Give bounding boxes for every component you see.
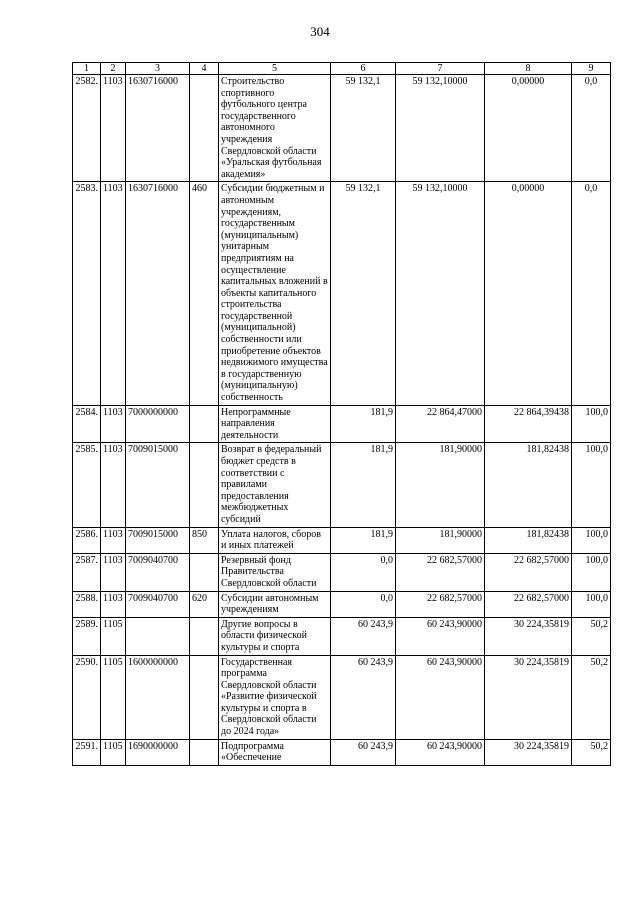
item-name: Другие вопросы в области физической культуры и спорта <box>219 617 331 655</box>
row-number: 2586. <box>73 527 101 553</box>
section-code: 1103 <box>101 182 126 405</box>
row-number: 2585. <box>73 443 101 527</box>
row-number: 2590. <box>73 655 101 739</box>
target-code: 7009040700 <box>126 591 190 617</box>
executed-amount: 181,82438 <box>485 443 572 527</box>
executed-amount: 0,00000 <box>485 75 572 182</box>
target-code: 1600000000 <box>126 655 190 739</box>
target-code: 7009015000 <box>126 443 190 527</box>
execution-percent: 0,0 <box>572 75 611 182</box>
execution-percent: 0,0 <box>572 182 611 405</box>
target-code: 7009040700 <box>126 553 190 591</box>
table-row <box>73 553 611 591</box>
approved-amount: 59 132,1 <box>331 182 396 405</box>
header-cell: 8 <box>485 63 572 75</box>
row-number: 2582. <box>73 75 101 182</box>
header-cell: 2 <box>101 63 126 75</box>
execution-percent: 50,2 <box>572 739 611 765</box>
planned-amount: 181,90000 <box>396 527 485 553</box>
approved-amount: 181,9 <box>331 443 396 527</box>
section-code: 1103 <box>101 553 126 591</box>
expense-type-code: 460 <box>190 182 219 405</box>
planned-amount: 59 132,10000 <box>396 182 485 405</box>
approved-amount: 0,0 <box>331 591 396 617</box>
executed-amount: 30 224,35819 <box>485 617 572 655</box>
row-number: 2584. <box>73 405 101 443</box>
header-cell: 6 <box>331 63 396 75</box>
expense-type-code <box>190 443 219 527</box>
table-row <box>73 527 611 553</box>
table-row <box>73 591 611 617</box>
target-code: 1690000000 <box>126 739 190 765</box>
header-row <box>73 63 611 75</box>
target-code: 1630716000 <box>126 75 190 182</box>
target-code <box>126 617 190 655</box>
expense-type-code: 620 <box>190 591 219 617</box>
approved-amount: 60 243,9 <box>331 739 396 765</box>
table-row <box>73 182 611 405</box>
header-cell: 1 <box>73 63 101 75</box>
planned-amount: 22 864,47000 <box>396 405 485 443</box>
target-code: 7009015000 <box>126 527 190 553</box>
executed-amount: 22 682,57000 <box>485 591 572 617</box>
table-row <box>73 655 611 739</box>
planned-amount: 22 682,57000 <box>396 553 485 591</box>
expense-type-code <box>190 405 219 443</box>
execution-percent: 50,2 <box>572 617 611 655</box>
row-number: 2588. <box>73 591 101 617</box>
section-code: 1103 <box>101 527 126 553</box>
table-row <box>73 443 611 527</box>
expense-type-code <box>190 739 219 765</box>
table-row <box>73 75 611 182</box>
execution-percent: 50,2 <box>572 655 611 739</box>
section-code: 1105 <box>101 617 126 655</box>
expense-type-code: 850 <box>190 527 219 553</box>
execution-percent: 100,0 <box>572 405 611 443</box>
item-name: Непрограммные направления деятельности <box>219 405 331 443</box>
planned-amount: 60 243,90000 <box>396 739 485 765</box>
row-number: 2591. <box>73 739 101 765</box>
item-name: Субсидии автономным учреждениям <box>219 591 331 617</box>
section-code: 1103 <box>101 405 126 443</box>
header-cell: 3 <box>126 63 190 75</box>
header-cell: 7 <box>396 63 485 75</box>
section-code: 1105 <box>101 655 126 739</box>
approved-amount: 60 243,9 <box>331 617 396 655</box>
approved-amount: 181,9 <box>331 527 396 553</box>
execution-percent: 100,0 <box>572 527 611 553</box>
row-number: 2587. <box>73 553 101 591</box>
approved-amount: 0,0 <box>331 553 396 591</box>
table-row <box>73 739 611 765</box>
expense-type-code <box>190 655 219 739</box>
executed-amount: 30 224,35819 <box>485 739 572 765</box>
expense-type-code <box>190 75 219 182</box>
header-cell: 9 <box>572 63 611 75</box>
section-code: 1105 <box>101 739 126 765</box>
item-name: Резервный фонд Правительства Свердловской области <box>219 553 331 591</box>
row-number: 2589. <box>73 617 101 655</box>
expense-type-code <box>190 617 219 655</box>
approved-amount: 59 132,1 <box>331 75 396 182</box>
execution-percent: 100,0 <box>572 591 611 617</box>
target-code: 7000000000 <box>126 405 190 443</box>
executed-amount: 30 224,35819 <box>485 655 572 739</box>
approved-amount: 60 243,9 <box>331 655 396 739</box>
item-name: Строительство спортивного футбольного центра государственного автономного учреждения Свердловской области «Уральская футбольная академия» <box>219 75 331 182</box>
executed-amount: 0,00000 <box>485 182 572 405</box>
item-name: Возврат в федеральный бюджет средств в соответствии с правилами предоставления межбюджетных субсидий <box>219 443 331 527</box>
item-name: Уплата налогов, сборов и иных платежей <box>219 527 331 553</box>
header-cell: 4 <box>190 63 219 75</box>
execution-percent: 100,0 <box>572 553 611 591</box>
item-name: Субсидии бюджетным и автономным учреждениям, государственным (муниципальным) унитарным предприятиям на осуществление капитальных вложений в объекты капитального строительства государственной (муниципальной) собственности или приобретение объектов недвижимого имущества в государственную (муниципальную) собственность <box>219 182 331 405</box>
executed-amount: 22 682,57000 <box>485 553 572 591</box>
section-code: 1103 <box>101 443 126 527</box>
item-name: Государственная программа Свердловской области «Развитие физической культуры и спорта в Свердловской области до 2024 года» <box>219 655 331 739</box>
budget-table <box>72 62 611 766</box>
executed-amount: 22 864,39438 <box>485 405 572 443</box>
header-cell: 5 <box>219 63 331 75</box>
planned-amount: 60 243,90000 <box>396 655 485 739</box>
planned-amount: 181,90000 <box>396 443 485 527</box>
execution-percent: 100,0 <box>572 443 611 527</box>
item-name: Подпрограмма «Обеспечение <box>219 739 331 765</box>
table-row <box>73 617 611 655</box>
target-code: 1630716000 <box>126 182 190 405</box>
section-code: 1103 <box>101 75 126 182</box>
row-number: 2583. <box>73 182 101 405</box>
table-row <box>73 405 611 443</box>
page-number: 304 <box>310 24 330 39</box>
planned-amount: 59 132,10000 <box>396 75 485 182</box>
expense-type-code <box>190 553 219 591</box>
section-code: 1103 <box>101 591 126 617</box>
planned-amount: 60 243,90000 <box>396 617 485 655</box>
executed-amount: 181,82438 <box>485 527 572 553</box>
approved-amount: 181,9 <box>331 405 396 443</box>
planned-amount: 22 682,57000 <box>396 591 485 617</box>
